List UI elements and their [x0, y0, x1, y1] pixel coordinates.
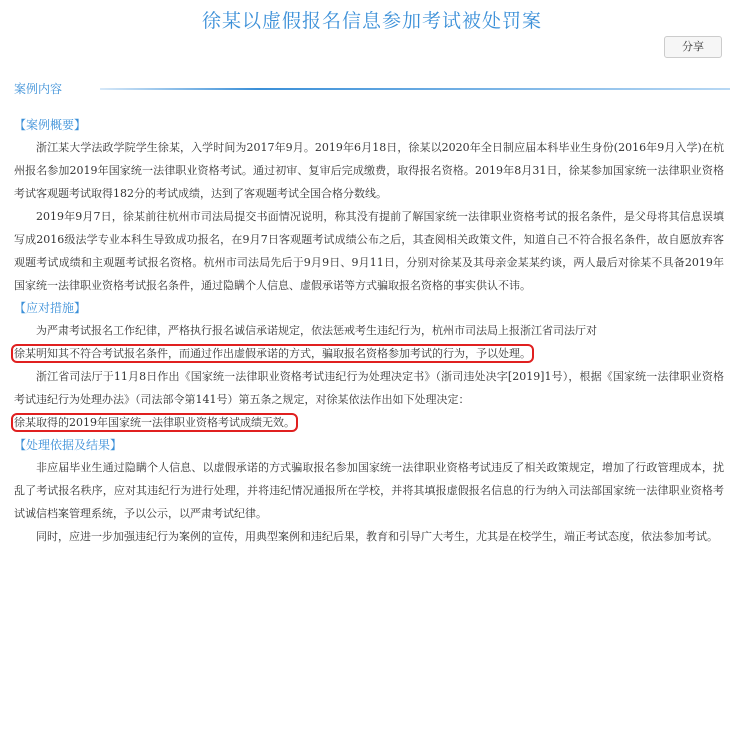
page-title: 徐某以虚假报名信息参加考试被处罚案 [201, 10, 542, 32]
section-title: 案例内容 [14, 82, 63, 96]
paragraph-1: 浙江某大学法政学院学生徐某，入学时间为2017年9月。2019年6月18日，徐某以2020年全日制应届本科毕业生身份(2016年9月入学)在杭州报名参加2019年国家统一法律职业资格考试。通过初审、复审后完成缴费，取得报名资格。2019年8月31日，徐某参加国家统一法律职业资格考试客观题考试取得182分的考试成绩，达到了客观题考试全国合格分数线。 [14, 141, 724, 200]
paragraph-3a: 为严肃考试报名工作纪律，严格执行报名诚信承诺规定，依法惩戒考生违纪行为，杭州市司法局上报浙江省司法厅对 [36, 324, 597, 337]
article-body [14, 114, 724, 548]
paragraph-4a: 浙江省司法厅于11月8日作出《国家统一法律职业资格考试违纪行为处理决定书》（浙司违处决字[2019]1号），根据《国家统一法律职业资格考试违纪行为处理办法》（司法部令第141号）第五条之规定，对徐某依法作出如下处理决定： [14, 370, 724, 406]
section-header [14, 80, 730, 96]
paragraph-2: 2019年9月7日，徐某前往杭州市司法局提交书面情况说明，称其没有提前了解国家统一法律职业资格考试的报名条件，是父母将其信息误填写成2016级法学专业本科生导致成功报名，在9月7日客观题考试成绩公布之后，其查阅相关政策文件，知道自己不符合报名条件，故自愿放弃客观题考试成绩和主观题考试报名资格。杭州市司法局先后于9月9日、9月11日，分别对徐某及其母亲金某某约谈，两人最后对徐某不具备2019年国家统一法律职业资格考试报名条件，通过隐瞒个人信息、虚假承诺等方式骗取报名资格的事实供认不讳。 [14, 210, 724, 292]
highlighted-text-2: 徐某取得的2019年国家统一法律职业资格考试成绩无效。 [14, 416, 295, 429]
paragraph-4b-wrap [14, 411, 724, 434]
paragraph-3b-wrap [14, 342, 724, 365]
heading-basis-result: 【处理依据及结果】 [14, 438, 123, 452]
paragraph-5: 非应届毕业生通过隐瞒个人信息、以虚假承诺的方式骗取报名参加国家统一法律职业资格考试违反了相关政策规定，增加了行政管理成本，扰乱了考试报名秩序，应对其违纪行为进行处理，并将违纪情况通报所在学校，并将其填报虚假报名信息的行为纳入司法部国家统一法律职业资格考试诚信档案管理系统，予以公示，以严肃考试纪律。 [14, 461, 724, 520]
heading-case-summary: 【案例概要】 [14, 118, 87, 132]
highlighted-text-1: 徐某明知其不符合考试报名条件，而通过作出虚假承诺的方式，骗取报名资格参加考试的行为，予以处理。 [14, 347, 531, 360]
heading-measures: 【应对措施】 [14, 301, 87, 315]
share-button[interactable]: 分享 [664, 36, 722, 58]
paragraph-6: 同时，应进一步加强违纪行为案例的宣传，用典型案例和违纪后果，教育和引导广大考生，尤其是在校学生，端正考试态度，依法参加考试。 [36, 530, 718, 543]
section-divider [100, 88, 730, 90]
